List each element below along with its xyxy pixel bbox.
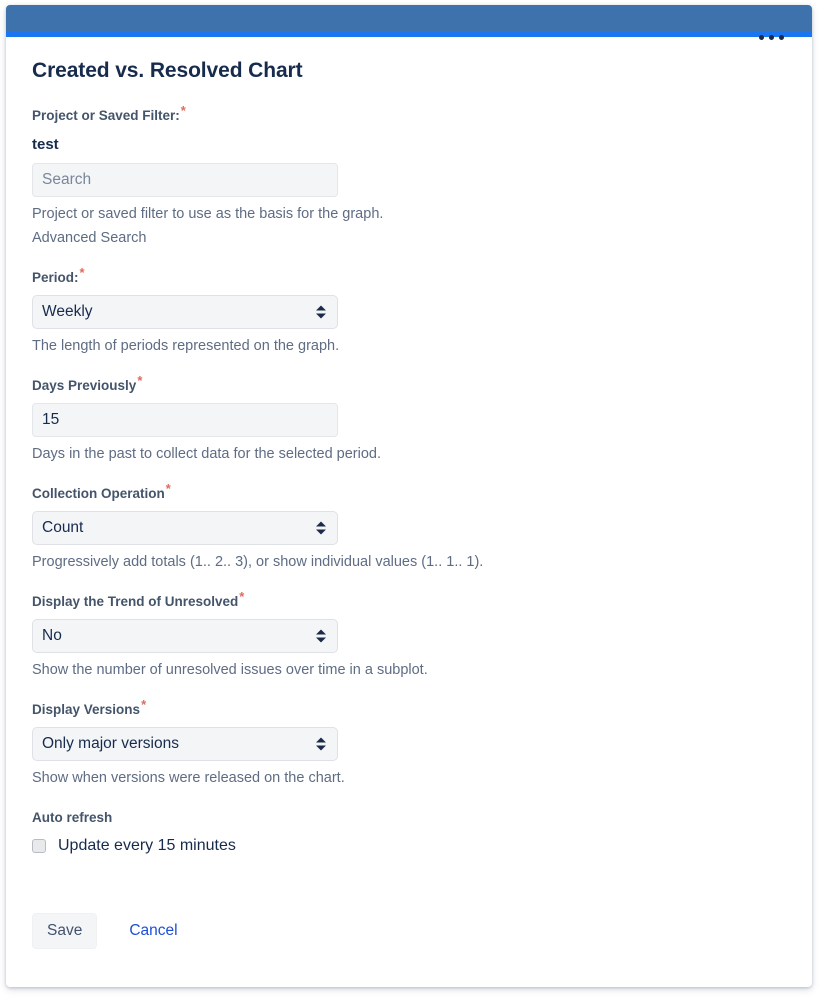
period-label (32, 264, 786, 287)
chart-config-card (6, 5, 812, 987)
auto-refresh-row[interactable] (32, 837, 786, 855)
collection-operation-label (32, 480, 786, 503)
page-title: Created vs. Resolved Chart (32, 59, 303, 82)
field-days-previously (32, 372, 786, 465)
display-versions-hint: Show when versions were released on the chart. (32, 770, 345, 786)
period-selected-value: Weekly (42, 303, 93, 320)
required-asterisk: * (141, 696, 147, 712)
display-versions-select-box[interactable] (32, 727, 338, 761)
advanced-search-link[interactable]: Advanced Search (32, 230, 147, 246)
form-actions (32, 913, 786, 979)
save-button[interactable]: Save (32, 913, 97, 949)
field-period (32, 264, 786, 357)
collection-operation-selected-value: Count (42, 519, 84, 536)
required-asterisk: * (79, 264, 85, 280)
display-versions-selected-value: Only major versions (42, 735, 179, 752)
trend-unresolved-hint: Show the number of unresolved issues over time in a subplot. (32, 662, 428, 678)
trend-unresolved-label (32, 588, 786, 611)
days-previously-label-text: Days Previously (32, 378, 137, 393)
project-filter-label-text: Project or Saved Filter: (32, 108, 180, 123)
display-versions-label-text: Display Versions (32, 702, 141, 717)
required-asterisk: * (239, 588, 245, 604)
auto-refresh-checkbox-label: Update every 15 minutes (58, 837, 236, 854)
window-titlebar (6, 5, 812, 31)
trend-unresolved-label-text: Display the Trend of Unresolved (32, 594, 239, 609)
field-display-versions (32, 696, 786, 789)
period-label-text: Period: (32, 270, 79, 285)
auto-refresh-checkbox[interactable] (32, 839, 46, 853)
required-asterisk: * (137, 372, 143, 388)
period-select-box[interactable] (32, 295, 338, 329)
days-previously-hint: Days in the past to collect data for the selected period. (32, 446, 382, 462)
required-asterisk: * (165, 480, 171, 496)
display-versions-label (32, 696, 786, 719)
project-filter-hint: Project or saved filter to use as the basis for the graph. (32, 206, 384, 222)
collection-operation-select-box[interactable] (32, 511, 338, 545)
collection-operation-hint: Progressively add totals (1.. 2.. 3), or show individual values (1.. 1.. 1). (32, 554, 484, 570)
field-project-filter (32, 102, 786, 249)
required-asterisk: * (180, 102, 186, 118)
days-previously-label (32, 372, 786, 395)
display-versions-select[interactable] (32, 727, 338, 761)
collection-operation-select[interactable] (32, 511, 338, 545)
trend-unresolved-select[interactable] (32, 619, 338, 653)
period-hint: The length of periods represented on the graph. (32, 338, 340, 354)
period-select[interactable] (32, 295, 338, 329)
collection-operation-label-text: Collection Operation (32, 486, 165, 501)
days-previously-input[interactable] (32, 403, 338, 437)
trend-unresolved-select-box[interactable] (32, 619, 338, 653)
project-filter-current-value: test (32, 136, 59, 153)
trend-unresolved-selected-value: No (42, 627, 62, 644)
field-collection-operation (32, 480, 786, 573)
project-filter-label (32, 102, 786, 125)
auto-refresh-label: Auto refresh (32, 810, 113, 825)
cancel-button[interactable]: Cancel (129, 922, 178, 939)
form-content (6, 37, 812, 979)
project-filter-search-input[interactable] (32, 163, 338, 197)
field-trend-unresolved (32, 588, 786, 681)
field-auto-refresh (32, 809, 786, 855)
